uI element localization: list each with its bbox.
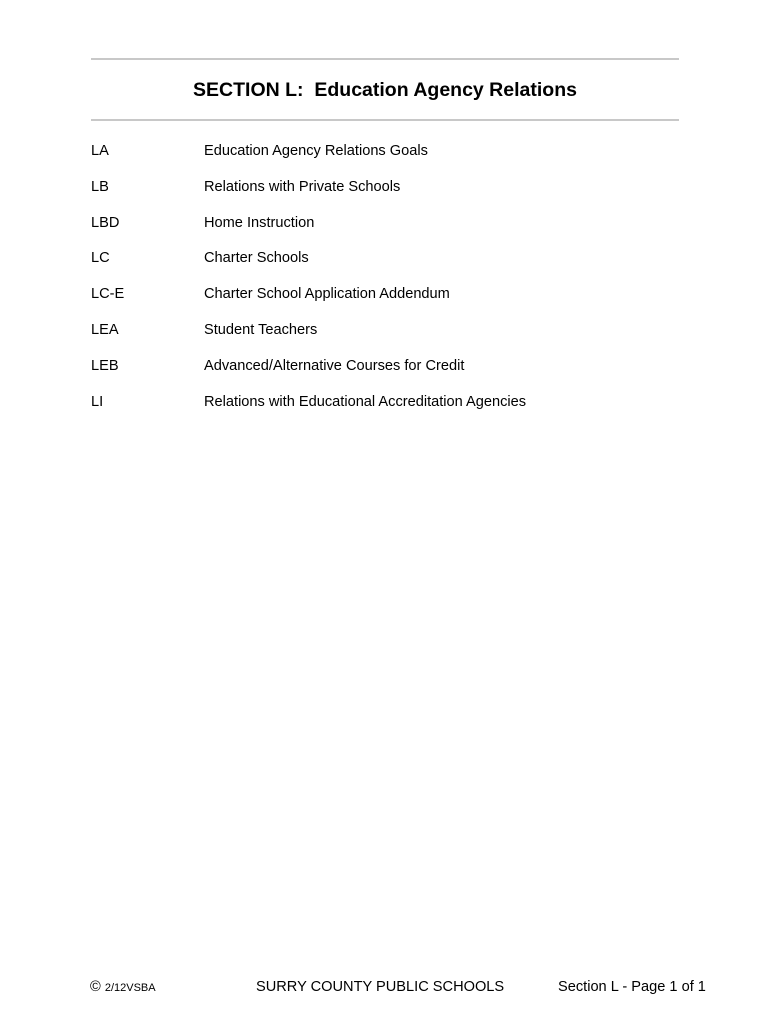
policy-row-lb [91, 179, 679, 215]
policy-row-la [91, 143, 679, 179]
footer-copyright [90, 979, 156, 995]
policy-title: Education Agency Relations Goals [204, 143, 428, 159]
copyright-symbol: © [90, 979, 101, 995]
policy-code: LEB [91, 357, 119, 374]
policy-title: Charter Schools [204, 250, 309, 267]
page-title: SECTION L: Education Agency Relations [193, 79, 577, 101]
footer-org: VSBA [126, 982, 156, 994]
policy-code: LEA [91, 321, 119, 338]
header-top-rule [91, 58, 679, 60]
policy-code: LC-E [91, 286, 125, 303]
policy-row-lc-e [91, 286, 679, 322]
policy-row-leb [91, 358, 679, 394]
policy-title: Student Teachers [204, 321, 318, 338]
policy-title: Home Instruction [204, 214, 315, 231]
policy-title: Relations with Educational Accreditation Agencies [204, 393, 527, 410]
policy-title: Advanced/Alternative Courses for Credit [204, 357, 465, 374]
policy-row-lc [91, 250, 679, 286]
footer-date: 2/12 [104, 982, 127, 994]
policy-code: LI [91, 393, 104, 410]
policy-code: LC [91, 250, 110, 267]
policy-row-li [91, 394, 679, 430]
header-bottom-rule [91, 119, 679, 121]
policy-code: LA [91, 143, 109, 159]
policy-row-lea [91, 322, 679, 358]
policy-title: Charter School Application Addendum [204, 286, 450, 303]
policy-title: Relations with Private Schools [204, 178, 401, 195]
policy-list [91, 143, 679, 429]
policy-row-lbd [91, 215, 679, 251]
policy-code: LBD [91, 214, 120, 231]
policy-code: LB [91, 178, 109, 195]
footer-page-number: Section L - Page 1 of 1 [558, 979, 706, 995]
footer-school-name: SURRY COUNTY PUBLIC SCHOOLS [256, 979, 505, 995]
